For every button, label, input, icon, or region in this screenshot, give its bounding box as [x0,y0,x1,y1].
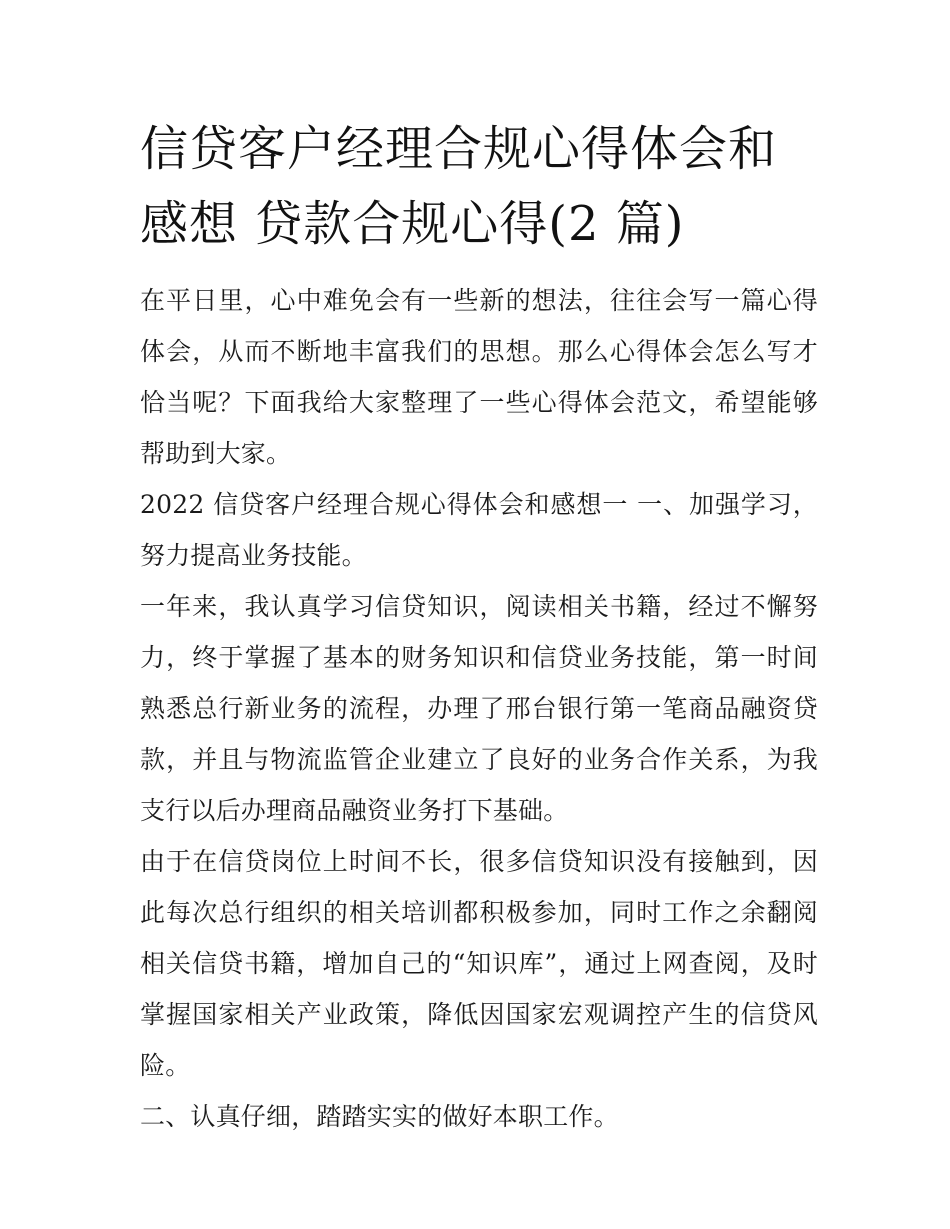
paragraph-learning-achievements: 一年来，我认真学习信贷知识，阅读相关书籍，经过不懈努力，终于掌握了基本的财务知识和信贷业务技能，第一时间熟悉总行新业务的流程，办理了邢台银行第一笔商品融资贷款，并且与物流监管企业建立了良好的业务合作关系，为我支行以后办理商品融资业务打下基础。 [140,592,818,825]
paragraph-training: 由于在信贷岗位上时间不长，很多信贷知识没有接触到，因此每次总行组织的相关培训都积极参加，同时工作之余翻阅相关信贷书籍，增加自己的“知识库”，通过上网查阅，及时掌握国家相关产业政策，降低因国家宏观调控产生的信贷风险。 [140,847,818,1080]
document-body [140,275,818,1142]
paragraph-section-heading-1: 2022 信贷客户经理合规心得体会和感想一 一、加强学习，努力提高业务技能。 [140,490,818,570]
paragraph-intro: 在平日里，心中难免会有一些新的想法，往往会写一篇心得体会，从而不断地丰富我们的思想。那么心得体会怎么写才恰当呢？下面我给大家整理了一些心得体会范文，希望能够帮助到大家。 [140,286,818,468]
paragraph-section-heading-2: 二、认真仔细，踏踏实实的做好本职工作。 [140,1102,619,1131]
document-title: 信贷客户经理合规心得体会和感想 贷款合规心得(2 篇) [140,121,778,252]
